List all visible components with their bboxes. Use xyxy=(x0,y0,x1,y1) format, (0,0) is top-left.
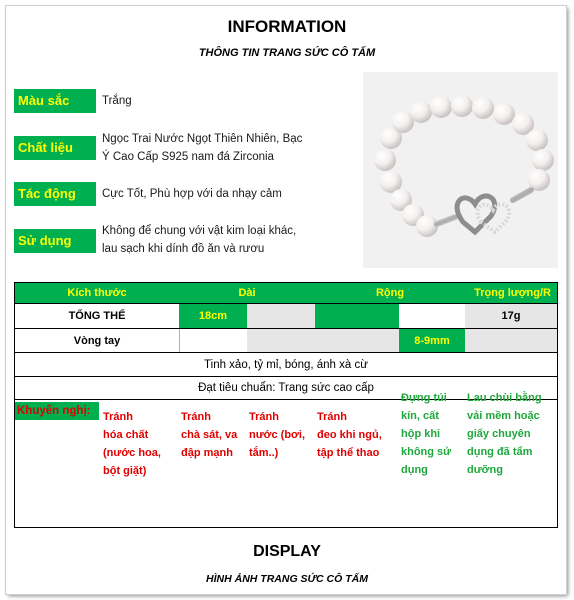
table-row xyxy=(15,304,557,329)
table-cell-length: 18cm xyxy=(179,304,247,328)
table-cell-empty xyxy=(399,304,465,328)
pearl-bracelet-photo xyxy=(363,72,558,268)
info-value-line: lau sạch khi dính đồ ăn và rươu xyxy=(102,243,265,255)
recommendation-line: Tránh xyxy=(181,411,211,423)
info-label-effect: Tác động xyxy=(14,182,96,206)
table-header-cell: Kích thước xyxy=(67,287,127,299)
table-cell-empty xyxy=(247,329,399,352)
recommendation-line: kín, cất xyxy=(401,410,439,422)
recommendation-line: nước (bơi, xyxy=(249,429,305,441)
recommendation-line: hóa chất xyxy=(103,429,149,441)
pearl-bracelet-image xyxy=(363,72,558,268)
display-subtitle: HÌNH ẢNH TRANG SỨC CÔ TẤM xyxy=(206,573,368,585)
recommendation-line: Đựng túi xyxy=(401,392,447,404)
info-value-usage xyxy=(102,222,296,258)
recommendation-line: hộp khi xyxy=(401,428,441,440)
info-value-line: Cực Tốt, Phù hợp với da nhạy cảm xyxy=(102,188,282,200)
table-header-row xyxy=(15,283,557,304)
recommendation-item xyxy=(401,389,451,479)
info-value-line: Không để chung với vật kim loại khác, xyxy=(102,225,297,237)
standard-note: Đạt tiêu chuẩn: Trang sức cao cấp xyxy=(198,382,374,394)
table-cell-empty xyxy=(247,304,315,328)
table-cell-width: 8-9mm xyxy=(399,329,465,352)
info-value-line: Ý Cao Cấp S925 nam đá Zirconia xyxy=(102,151,274,163)
recommendation-line: giấy chuyên xyxy=(467,428,531,440)
info-label-usage: Sử dụng xyxy=(14,229,96,253)
table-header-cell: Dài xyxy=(238,287,256,299)
recommendation-line: không sử xyxy=(401,446,452,458)
info-value-material xyxy=(102,130,302,166)
info-label-material: Chất liệu xyxy=(14,136,96,160)
recommendation-line: dụng xyxy=(401,464,428,476)
recommendation-line: Tránh xyxy=(249,411,279,423)
recommendation-line: tập thể thao xyxy=(317,447,380,459)
recommendation-line: Tránh xyxy=(317,411,347,423)
recommendation-line: dưỡng xyxy=(467,464,503,476)
table-header-cell: Trọng lượng/R xyxy=(474,287,551,299)
recommendation-item xyxy=(103,408,161,480)
table-cell-width xyxy=(315,304,399,328)
recommendation-line: Tránh xyxy=(103,411,133,423)
recommendation-line: dụng đã tẩm xyxy=(467,446,533,458)
recommendations-label: Khuyến nghị: xyxy=(15,402,99,420)
recommendation-line: chà sát, va xyxy=(181,429,238,441)
recommendation-item xyxy=(317,408,382,462)
info-value-line: Trắng xyxy=(102,95,132,107)
info-value-line: Ngọc Trai Nước Ngọt Thiên Nhiên, Bạc xyxy=(102,133,303,145)
info-value-color xyxy=(102,92,132,110)
table-cell-length xyxy=(179,329,247,352)
quality-note: Tinh xảo, tỷ mỉ, bóng, ánh xà cừ xyxy=(204,358,368,371)
table-cell-name: TỔNG THỂ xyxy=(15,304,179,328)
page-subtitle: THÔNG TIN TRANG SỨC CÔ TẤM xyxy=(198,47,376,59)
display-title: DISPLAY xyxy=(253,543,321,560)
recommendation-line: (nước hoa, xyxy=(103,447,161,459)
recommendation-line: đập mạnh xyxy=(181,447,233,459)
recommendation-item xyxy=(249,408,305,462)
table-cell-name: Vòng tay xyxy=(15,329,179,352)
page-title: INFORMATION xyxy=(227,17,347,36)
recommendation-line: Lau chùi bằng xyxy=(467,392,542,404)
recommendation-line: đeo khi ngủ, xyxy=(317,429,382,441)
recommendations-block xyxy=(15,392,557,527)
recommendation-item xyxy=(181,408,237,462)
recommendation-line: bột giặt) xyxy=(103,465,147,477)
recommendation-line: vải mềm hoặc xyxy=(467,410,540,422)
info-label-color: Màu sắc xyxy=(14,89,96,113)
recommendation-item xyxy=(467,389,542,479)
table-row xyxy=(15,329,557,353)
table-header-cell: Rộng xyxy=(375,287,405,299)
recommendation-line: tắm..) xyxy=(249,447,279,459)
table-cell-weight: 17g xyxy=(465,304,557,328)
table-cell-weight xyxy=(465,329,557,352)
table-note-row xyxy=(15,353,557,377)
size-table xyxy=(14,282,558,528)
info-value-effect xyxy=(102,185,282,203)
